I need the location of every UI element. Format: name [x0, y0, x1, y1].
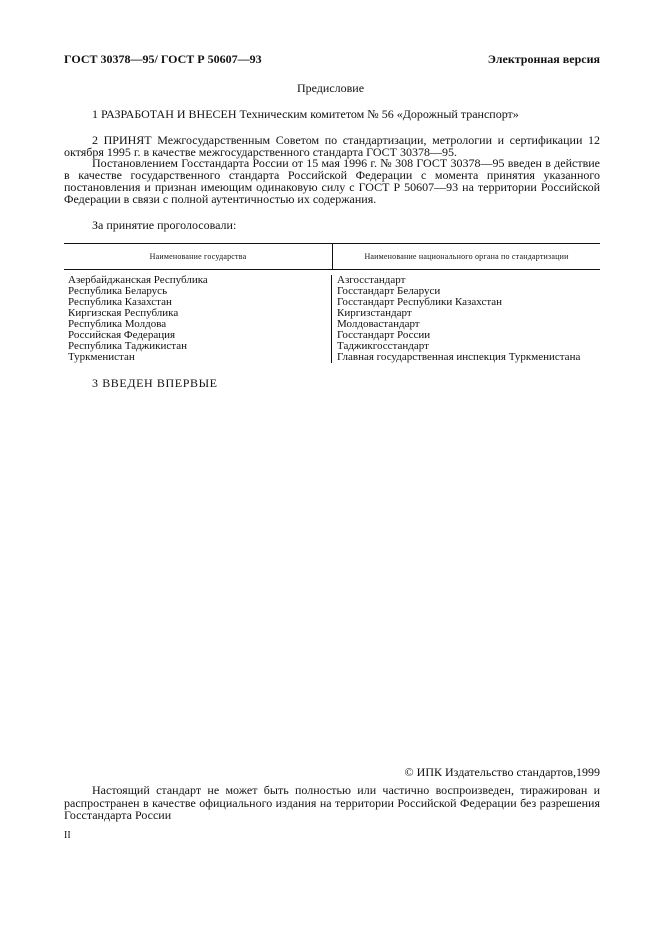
table-column-states: [64, 275, 332, 363]
paragraph-adopted-text: 2 ПРИНЯТ Межгосударственным Советом по стандартизации, метрологии и сертификации 12 октября 1995 г. в качестве межгосударственного стандарта ГОСТ 30378—95.: [64, 133, 600, 159]
table-cell-state: Киргизская Республика: [68, 307, 179, 319]
table-cell-state: Российская Федерация: [68, 329, 176, 341]
table-cell-state: Азербайджанская Республика: [68, 274, 208, 286]
table-cell-state: Республика Казахстан: [68, 296, 172, 308]
table-column-bodies: [332, 275, 599, 363]
paragraph-voted-text: За принятие проголосовали:: [92, 218, 237, 232]
table-body: [64, 270, 600, 363]
paragraph-adopted: [64, 134, 600, 158]
voting-table: [64, 243, 600, 363]
reproduction-notice-text: Настоящий стандарт не может быть полностью или частично воспроизведен, тиражирован и распространен в качестве официального издания на территории Российской Федерации без разрешения Госстандарта России: [64, 783, 600, 822]
reproduction-notice: [64, 784, 600, 822]
paragraph-developed-text: 1 РАЗРАБОТАН И ВНЕСЕН Техническим комитетом № 56 «Дорожный транспорт»: [92, 107, 519, 121]
header-electronic-version: Электронная версия: [487, 52, 600, 66]
page-number: II: [64, 830, 71, 841]
table-cell-body: Госстандарт России: [337, 329, 431, 341]
paragraph-voted: [64, 219, 600, 231]
table-cell-state: Республика Таджикистан: [68, 340, 187, 352]
table-header-body: Наименование национального органа по стандартизации: [364, 252, 569, 261]
header-standard-number: ГОСТ 30378—95/ ГОСТ Р 50607—93: [64, 52, 262, 66]
table-cell-state: Туркменистан: [68, 351, 135, 363]
foreword-title: Предисловие: [296, 81, 365, 95]
table-cell-state: Республика Молдова: [68, 318, 167, 330]
table-cell-body: Азгосстандарт: [337, 274, 406, 286]
table-cell-body: Госстандарт Республики Казахстан: [337, 296, 503, 308]
table-cell-state: Республика Беларусь: [68, 285, 168, 297]
paragraph-developed: [64, 108, 600, 120]
paragraph-resolution-text: Постановлением Госстандарта России от 15 мая 1996 г. № 308 ГОСТ 30378—95 введен в действие в качестве государственного стандарта Российской Федерации с момента принятия указанного постановления и признан имеющим одинаковую силу с ГОСТ Р 50607—93 на территории Российской Федерации в связи с полной аутентичностью их содержания.: [64, 156, 600, 206]
paragraph-resolution: [64, 157, 600, 205]
copyright-line: © ИПК Издательство стандартов,1999: [404, 765, 600, 779]
paragraph-introduced-first: 3 ВВЕДЕН ВПЕРВЫЕ: [92, 376, 218, 390]
table-cell-body: Госстандарт Беларуси: [337, 285, 441, 297]
table-cell-body: Киргизстандарт: [337, 307, 412, 319]
table-cell-body: Главная государственная инспекция Туркменистана: [337, 351, 581, 363]
table-cell-body: Молдовастандарт: [337, 318, 420, 330]
table-header-state: Наименование государства: [64, 244, 333, 269]
table-cell-body: Таджикгосстандарт: [337, 340, 429, 352]
table-header: [64, 243, 600, 270]
